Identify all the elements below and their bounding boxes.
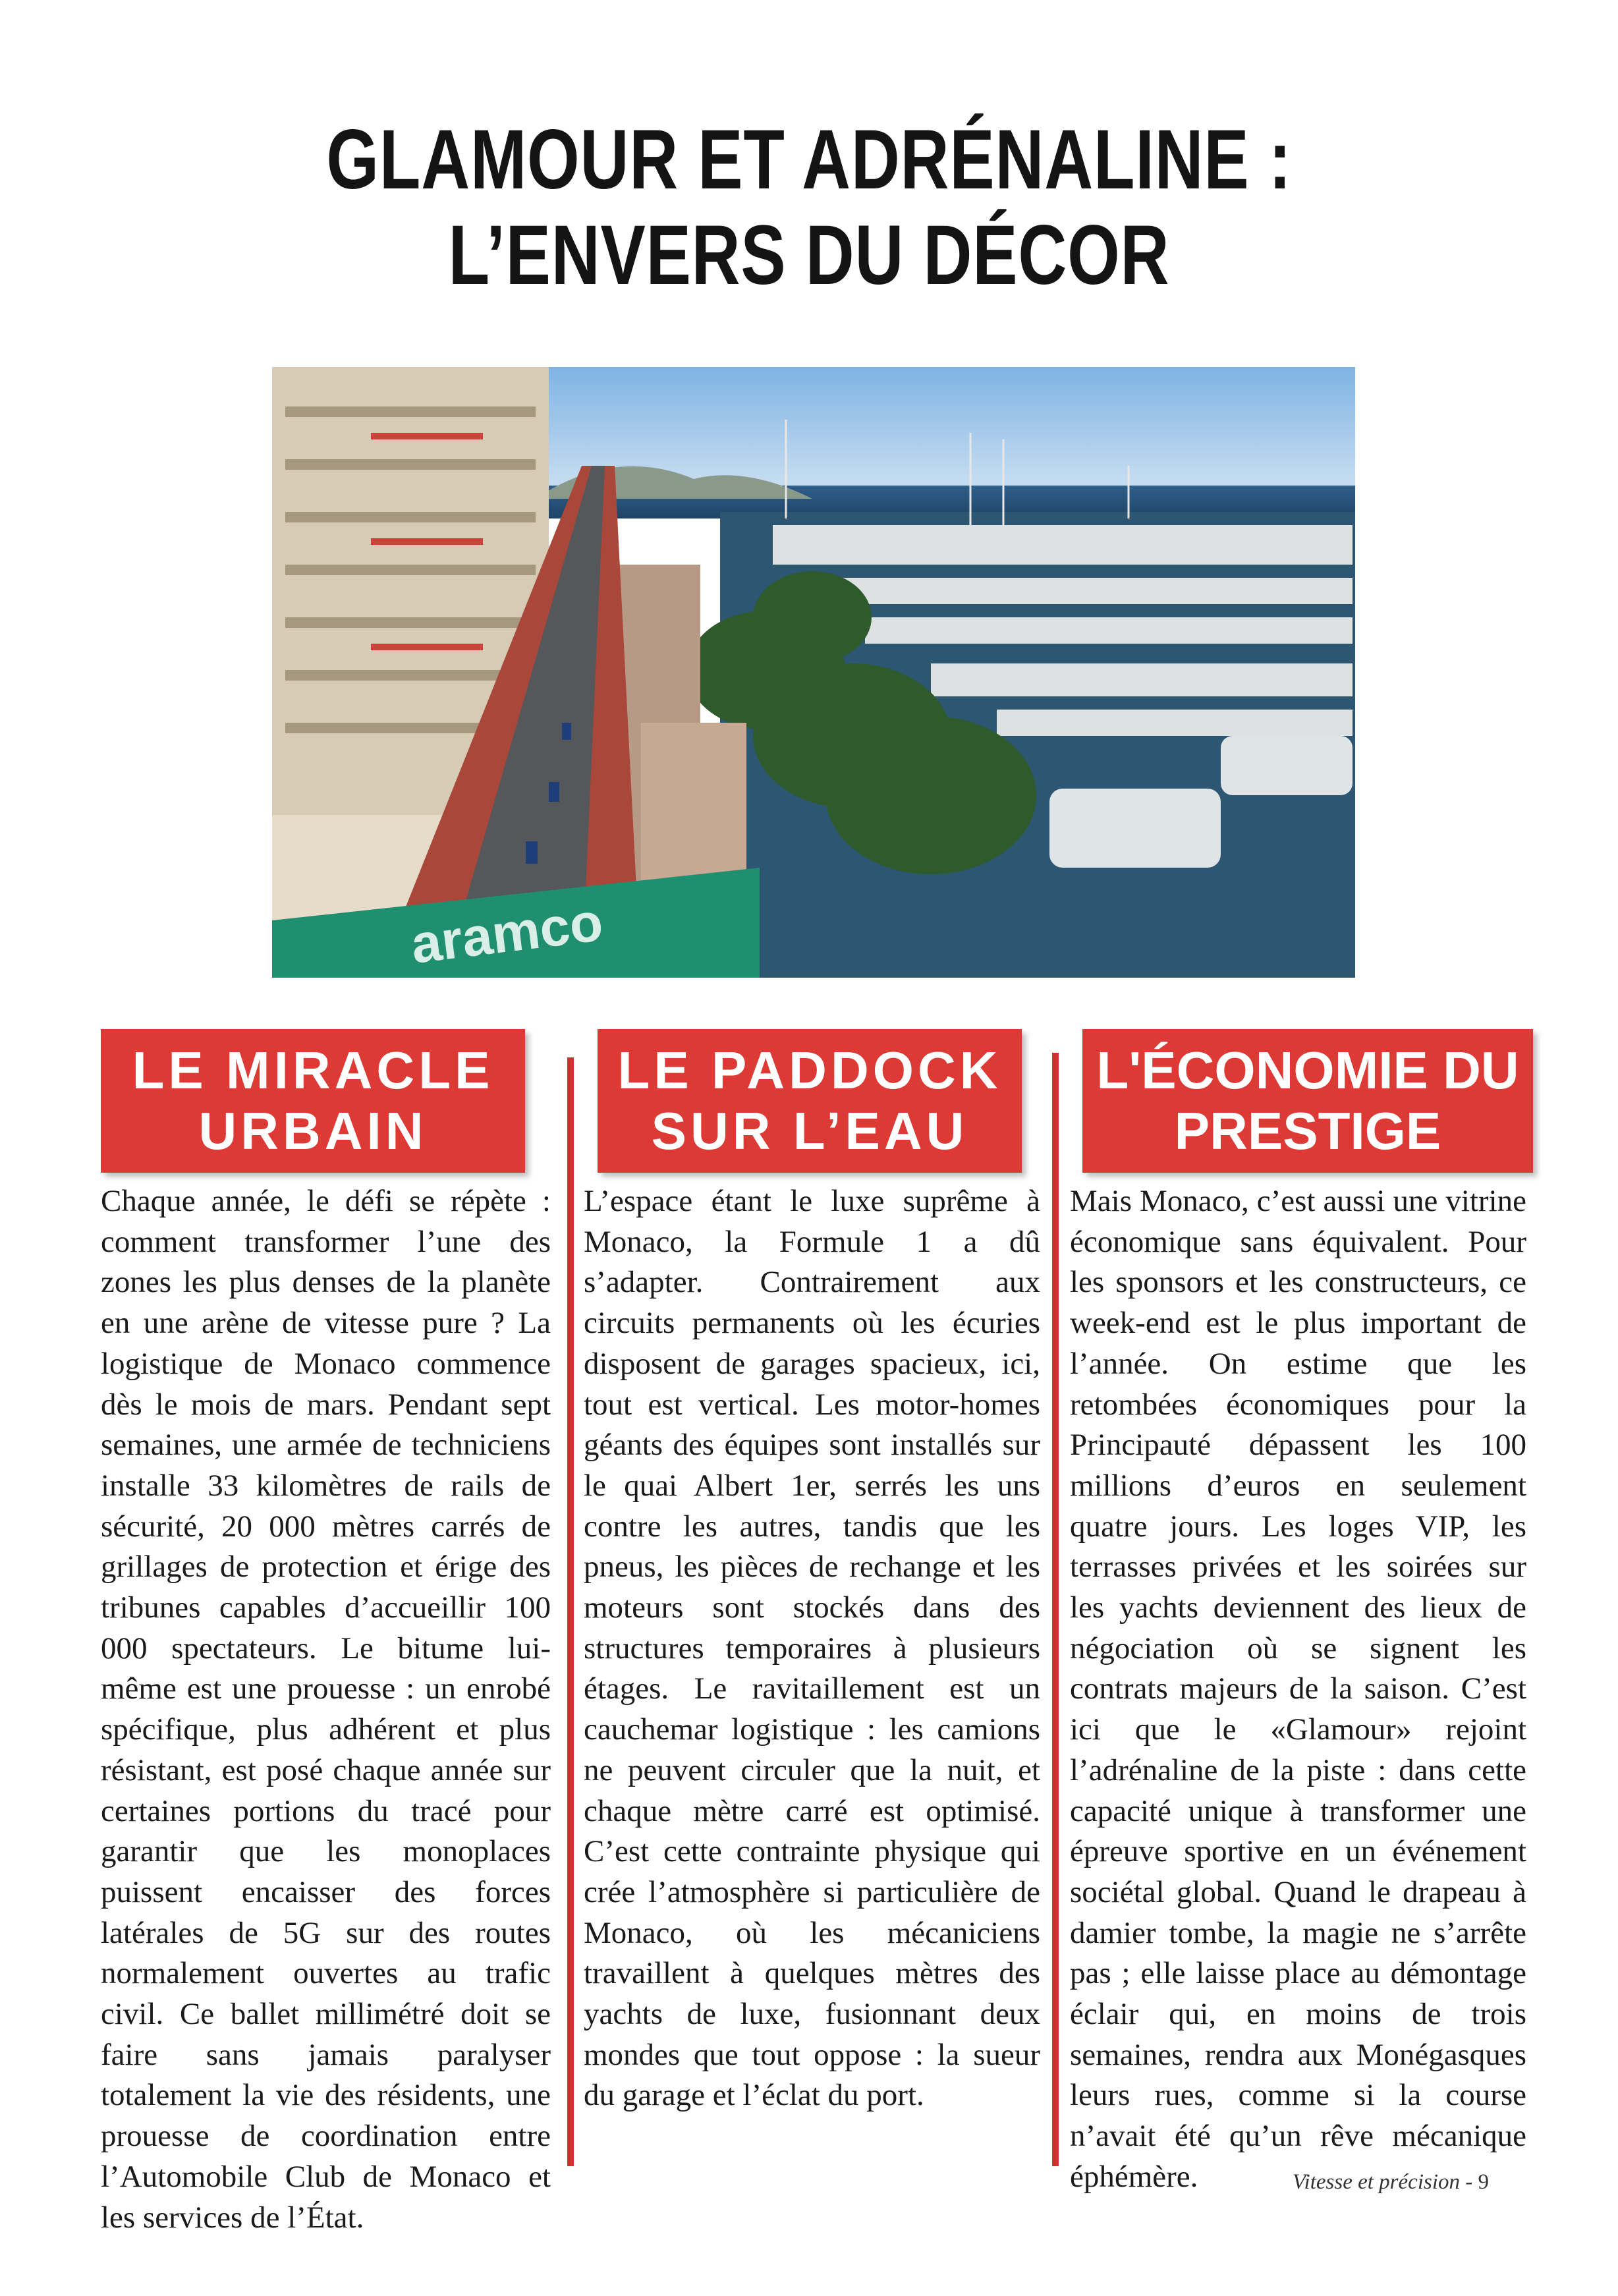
footer-separator: - bbox=[1460, 2170, 1478, 2194]
heading-economie-du-prestige bbox=[1082, 1029, 1533, 1173]
heading-paddock-sur-l-eau bbox=[598, 1029, 1022, 1173]
heading-text: LE PADDOCK SUR L’EAU bbox=[617, 1041, 1002, 1160]
heading-text: L'ÉCONOMIE DU PRESTIGE bbox=[1096, 1041, 1519, 1160]
page-number: 9 bbox=[1478, 2170, 1489, 2194]
column-text-economie-du-prestige: Mais Monaco, c’est aussi une vitrine économique sans équivalent. Pour les sponsors et les constructeurs, ce week-end est le plus important de l’année. On estime que les retombées économiques pour la Principauté dépassent les 100 millions d’euros en seulement quatre jours. Les loges VIP, les terrasses privées et les soirées sur les yachts deviennent des lieux de négociation où se signent les contrats majeurs de la saison. C’est ici que le «Glamour» rejoint l’adrénaline de la piste : dans cette capacité unique à transformer une épreuve sportive en un événement sociétal global. Quand le drapeau à damier tombe, la magie ne s’arrête pas ; elle laisse place au démontage éclair qui, en moins de trois semaines, rendra aux Monégasques leurs rues, comme si la course n’avait été qu’un rêve mécanique éphémère. bbox=[1070, 1184, 1526, 2194]
title-line-2: L’ENVERS DU DÉCOR bbox=[448, 208, 1170, 302]
publication-name: Vitesse et précision bbox=[1292, 2170, 1460, 2194]
heading-text: LE MIRACLE URBAIN bbox=[132, 1041, 494, 1160]
column-divider bbox=[567, 1057, 574, 2166]
heading-miracle-urbain bbox=[101, 1029, 525, 1173]
column-text-paddock-sur-l-eau: L’espace étant le luxe suprême à Monaco, la Formule 1 a dû s’adapter. Contrairement aux circuits permanents où les écuries disposent de garages spacieux, ici, tout est vertical. Les motor-homes géants des équipes sont installés sur le quai Albert 1er, serrés les uns contre les autres, tandis que les pneus, les pièces de rechange et les moteurs sont stockés dans des structures temporaires à plusieurs étages. Le ravitaillement est un cauchemar logistique : les camions ne peuvent circuler que la nuit, et chaque mètre carré est optimisé. C’est cette contrainte physique qui crée l’atmosphère si particulière de Monaco, où les mécaniciens travaillent à quelques mètres des yachts de luxe, fusionnant deux mondes que tout oppose : la sueur du garage et l’éclat du port. bbox=[584, 1184, 1040, 2113]
column-divider bbox=[1052, 1053, 1059, 2166]
monaco-harbour-photo bbox=[272, 367, 1355, 978]
column-text-miracle-urbain: Chaque année, le défi se répète : comment transformer l’une des zones les plus denses de la planète en une arène de vitesse pure ? La logistique de Monaco commence dès le mois de mars. Pendant sept semaines, une armée de techniciens installe 33 kilomètres de rails de sécurité, 20 000 mètres carrés de grillages de protection et érige des tribunes capables d’accueillir 100 000 spectateurs. Le bitume lui-même est une prouesse : un enrobé spécifique, plus adhérent et plus résistant, est posé chaque année sur certaines portions du tracé pour garantir que les monoplaces puissent encaisser des forces latérales de 5G sur des routes normalement ouvertes au trafic civil. Ce ballet millimétré doit se faire sans jamais paralyser totalement la vie des résidents, une prouesse de coordination entre l’Automobile Club de Monaco et les services de l’État. bbox=[101, 1184, 551, 2235]
page-title bbox=[162, 112, 1457, 303]
sponsor-banner-text: aramco bbox=[408, 891, 606, 975]
title-line-1: GLAMOUR ET ADRÉNALINE : bbox=[326, 113, 1292, 207]
page-footer bbox=[1239, 2170, 1489, 2195]
